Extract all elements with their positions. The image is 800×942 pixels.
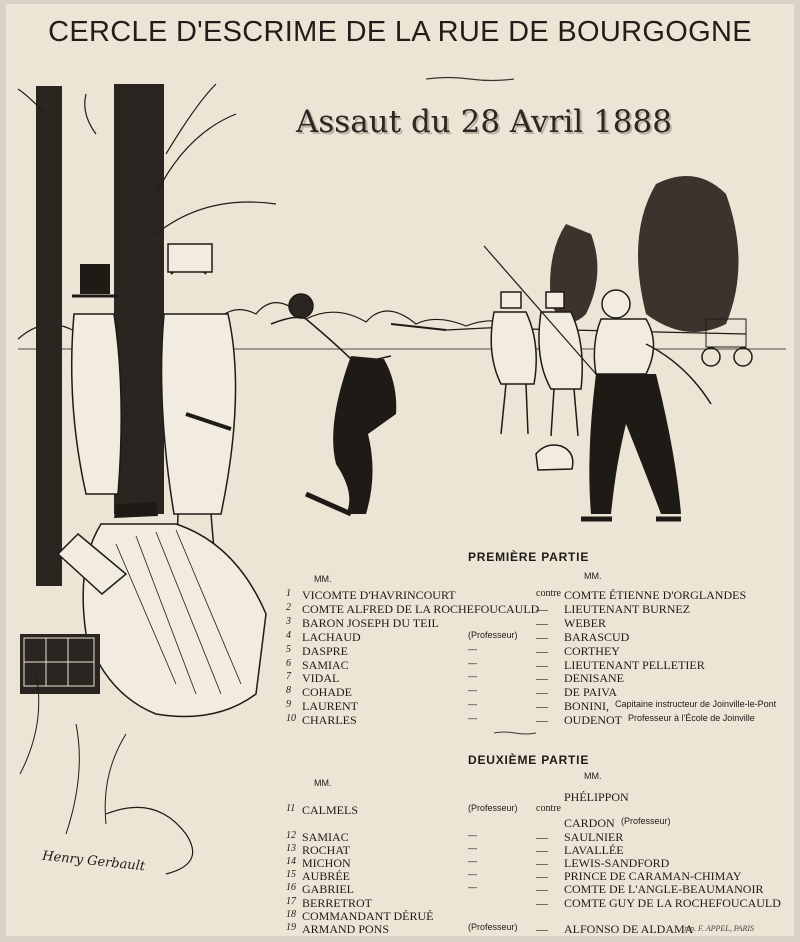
part1-heading: PREMIÈRE PARTIE — [468, 550, 590, 564]
fencer-left-note: — — [468, 713, 477, 724]
fencer-left: ROCHAT — [302, 842, 351, 857]
poster-title: CERCLE D'ESCRIME DE LA RUE DE BOURGOGNE — [48, 16, 752, 48]
table-row — [6, 790, 794, 804]
contre-separator: — — [536, 629, 548, 644]
fencer-left-note: — — [468, 671, 477, 682]
contre-separator: — — [536, 829, 548, 844]
contre-separator: — — [536, 869, 548, 884]
table-row — [6, 644, 794, 658]
fencer-left: BERRETROT — [302, 895, 373, 910]
fencer-left: AUBRÉE — [302, 869, 350, 884]
contre-separator: — — [536, 643, 548, 658]
part2-mm-right: MM. — [584, 771, 602, 781]
row-number: 1 — [286, 588, 291, 599]
fencer-right-note: Professeur à l'École de Joinville — [628, 713, 755, 724]
contre-separator: — — [536, 657, 548, 672]
fencer-right-note: (Professeur) — [621, 816, 671, 827]
fencer-left: COHADE — [302, 685, 352, 700]
fencer-left: CHARLES — [302, 713, 357, 728]
fencer-right: LIEUTENANT BURNEZ — [564, 601, 691, 616]
row-number: 18 — [286, 908, 296, 920]
fencer-right: BARASCUD — [564, 629, 630, 644]
table-row — [6, 882, 794, 896]
table-row — [6, 869, 794, 883]
row-number: 8 — [286, 685, 291, 697]
table-row — [6, 616, 794, 630]
poster-page — [6, 4, 794, 936]
printer-imprint: Imp. F. APPEL, PARIS — [681, 924, 754, 933]
table-row — [6, 830, 794, 844]
contre-separator: — — [536, 882, 548, 897]
contre-separator: — — [536, 842, 548, 857]
fencer-right: CORTHEY — [564, 643, 620, 658]
part2-heading: DEUXIÈME PARTIE — [468, 753, 590, 767]
fencer-left-note: — — [468, 699, 477, 710]
table-row — [6, 896, 794, 910]
row-number: 4 — [286, 629, 291, 641]
fencer-right-note: Capitaine instructeur de Joinville-le-Pont — [615, 699, 777, 710]
row-number: 10 — [286, 713, 296, 725]
fencer-left: SAMIAC — [302, 657, 349, 672]
fencer-left-note: — — [468, 856, 477, 866]
fencer-right: DE PAIVA — [564, 685, 618, 700]
row-number: 9 — [286, 699, 291, 711]
table-row — [6, 816, 794, 830]
artist-signature: Henry Gerbault — [41, 848, 146, 875]
table-row — [6, 685, 794, 699]
contre-separator: — — [536, 615, 548, 630]
contre-separator: contre — [536, 803, 561, 815]
fencer-left: BARON JOSEPH DU TEIL — [302, 615, 439, 630]
part2-mm-left: MM. — [314, 778, 332, 788]
fencer-left-note: (Professeur) — [468, 803, 518, 814]
fencer-left-note: (Professeur) — [468, 922, 518, 932]
fencer-left-note: — — [468, 869, 477, 880]
table-row — [6, 713, 794, 727]
table-row — [6, 909, 794, 923]
fencer-left: COMTE ALFRED DE LA ROCHEFOUCAULD — [302, 601, 540, 616]
fencer-right: COMTE DE L'ANGLE-BEAUMANOIR — [564, 882, 764, 897]
contre-separator: — — [536, 671, 548, 686]
fencer-right: OUDENOT — [564, 713, 622, 728]
contre-separator: — — [536, 685, 548, 700]
contre-separator: — — [536, 713, 548, 728]
fencer-left: MICHON — [302, 856, 351, 870]
row-number: 3 — [286, 615, 291, 627]
fencer-left-note: — — [468, 657, 477, 668]
table-row — [6, 588, 794, 602]
fencer-left: VICOMTE D'HAVRINCOURT — [302, 588, 456, 602]
fencer-left-note: — — [468, 685, 477, 696]
fencer-left: LACHAUD — [302, 629, 361, 644]
table-row — [6, 602, 794, 616]
table-row — [6, 671, 794, 685]
fencer-right: PHÉLIPPON — [564, 790, 629, 804]
table-row — [6, 922, 794, 936]
fencer-right: WEBER — [564, 615, 606, 630]
fencer-left-note: — — [468, 882, 477, 893]
row-number: 5 — [286, 643, 291, 655]
fencer-left: LAURENT — [302, 699, 358, 714]
row-number: 19 — [286, 922, 296, 933]
fencer-right: LAVALLÉE — [564, 842, 624, 857]
row-number: 11 — [286, 803, 296, 815]
fencer-left: ARMAND PONS — [302, 922, 390, 936]
fencer-right: LIEUTENANT PELLETIER — [564, 657, 705, 672]
row-number: 2 — [286, 601, 291, 613]
contre-separator: — — [536, 922, 548, 936]
row-number: 7 — [286, 671, 291, 683]
fencer-right: DENISANE — [564, 671, 624, 686]
poster-subtitle: Assaut du 28 Avril 1888 — [296, 104, 672, 140]
fencer-left-note: — — [468, 643, 477, 654]
fencer-right: COMTE ÉTIENNE D'ORGLANDES — [564, 588, 747, 602]
row-number: 16 — [286, 882, 296, 894]
row-number: 17 — [286, 895, 296, 907]
fencer-right: BONINI, — [564, 699, 609, 714]
row-number: 12 — [286, 829, 296, 841]
row-number: 14 — [286, 856, 296, 867]
fencer-left: DASPRE — [302, 643, 349, 658]
fencer-right: COMTE GUY DE LA ROCHEFOUCAULD — [564, 895, 781, 910]
fencer-left-note: (Professeur) — [468, 629, 518, 640]
table-row — [6, 856, 794, 870]
fencer-right: PRINCE DE CARAMAN-CHIMAY — [564, 869, 742, 884]
fencer-left: COMMANDANT DÉRUÉ — [302, 908, 434, 923]
table-row — [6, 630, 794, 644]
table-row — [6, 658, 794, 672]
fencer-right: ALFONSO DE ALDAMA — [564, 922, 694, 936]
fencer-right: CARDON — [564, 816, 615, 831]
table-row — [6, 699, 794, 713]
contre-separator: — — [536, 856, 548, 870]
fencer-left: SAMIAC — [302, 829, 349, 844]
table-row — [6, 843, 794, 857]
contre-separator: — — [536, 601, 548, 616]
row-number: 13 — [286, 842, 296, 854]
row-number: 6 — [286, 657, 291, 669]
fencer-right: SAULNIER — [564, 829, 624, 844]
fencer-left: GABRIEL — [302, 882, 354, 897]
contre-separator: — — [536, 895, 548, 910]
fencer-right: LEWIS-SANDFORD — [564, 856, 670, 870]
part1-mm-left: MM. — [314, 574, 332, 584]
contre-separator: contre — [536, 588, 561, 599]
part-divider — [494, 731, 536, 735]
fencer-left: CALMELS — [302, 803, 359, 818]
fencer-left: VIDAL — [302, 671, 340, 686]
part1-mm-right: MM. — [584, 571, 602, 581]
fencer-left-note: — — [468, 829, 477, 840]
table-row — [6, 803, 794, 817]
row-number: 15 — [286, 869, 296, 881]
fencer-left-note: — — [468, 842, 477, 853]
contre-separator: — — [536, 699, 548, 714]
